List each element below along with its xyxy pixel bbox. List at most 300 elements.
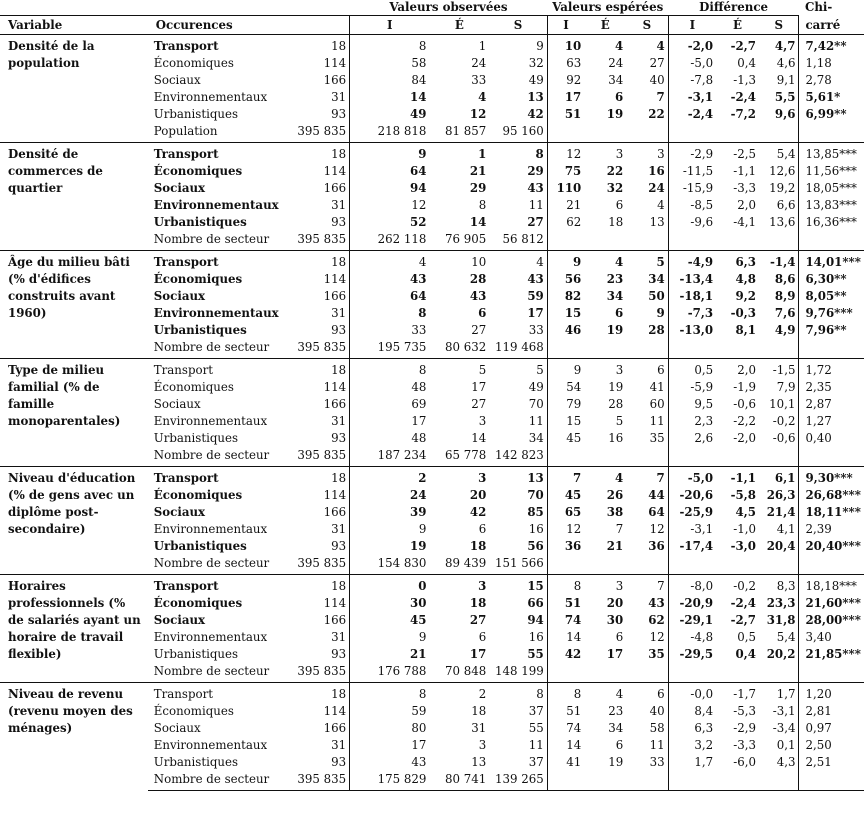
occurence-category: Sociaux [153, 505, 206, 519]
variable-label: Densité de la population [0, 35, 148, 143]
value-cell: 40 [649, 704, 665, 718]
value-cell: 63 [547, 55, 584, 72]
value-cell: 15 [489, 575, 547, 596]
value-cell: 12 [547, 143, 584, 164]
value-cell: -1,4 [759, 251, 799, 272]
value-cell: 41 [547, 754, 584, 771]
variable-label: Horaires professionnels (% de salariés ayant un horaire de travail flexible) [0, 575, 148, 683]
chi-square-value: 7,42** [799, 35, 864, 56]
value-cell: 26,3 [766, 488, 796, 502]
value-cell: 6 [478, 306, 487, 320]
value-cell: 3 [478, 414, 487, 428]
value-cell: 48 [350, 430, 430, 447]
value-cell: 9 [547, 359, 584, 380]
occurence-count: 93 [331, 107, 347, 121]
occurence-count: 31 [331, 90, 347, 104]
table-row [0, 683, 864, 704]
value-cell: 3,2 [668, 737, 716, 754]
value-cell: -2,0 [668, 35, 716, 56]
chi-square-value: 21,85*** [799, 646, 864, 663]
value-cell: -3,3 [733, 181, 756, 195]
difference-e-header: É [716, 16, 759, 35]
value-cell: 2 [429, 683, 489, 704]
value-cell: 5 [489, 359, 547, 380]
occurence-count: 18 [288, 35, 350, 56]
value-cell: 39 [350, 504, 430, 521]
value-cell: 33 [471, 73, 487, 87]
value-cell: 21,4 [766, 505, 796, 519]
value-cell: 8 [350, 305, 430, 322]
occurence-category: Transport [148, 683, 288, 704]
total-count: 395 835 [288, 339, 350, 359]
occurence-count: 114 [323, 380, 347, 394]
chi-square-value: 2,35 [799, 379, 864, 396]
value-cell: 64 [350, 163, 430, 180]
value-cell: 74 [547, 612, 584, 629]
value-cell: 19 [608, 755, 624, 769]
value-cell: -0,3 [730, 306, 756, 320]
value-cell: 14 [350, 89, 430, 106]
value-cell: 19 [608, 380, 624, 394]
variable-label: Âge du milieu bâti (% d'édifices construits avant 1960) [0, 251, 148, 359]
value-cell: 2,0 [716, 359, 759, 380]
total-count: 395 835 [288, 447, 350, 467]
table-row [0, 575, 864, 596]
value-cell: 41 [649, 380, 665, 394]
occurence-category: Sociaux [153, 289, 206, 303]
value-cell: 54 [547, 379, 584, 396]
value-cell: 8 [478, 198, 487, 212]
value-cell: -5,0 [668, 55, 716, 72]
occurence-category: Environnementaux [153, 522, 268, 536]
chi-header-line2: carré [799, 16, 864, 35]
value-cell: 9,6 [774, 107, 796, 121]
variable-label: Densité de commerces de quartier [0, 143, 148, 251]
value-cell: -1,5 [759, 359, 799, 380]
value-cell: 51 [547, 595, 584, 612]
value-cell: -7,3 [668, 305, 716, 322]
value-cell: 27 [469, 613, 487, 627]
occurence-count: 114 [323, 596, 347, 610]
value-cell: -3,4 [772, 721, 796, 735]
value-cell: 13 [527, 90, 544, 104]
occurence-category: Environnementaux [153, 90, 268, 104]
value-cell: 1,7 [759, 683, 799, 704]
occurence-count: 93 [331, 431, 347, 445]
value-cell: 49 [350, 106, 430, 123]
difference-i-header: I [668, 16, 716, 35]
occurence-count: 31 [331, 522, 347, 536]
chi-square-value: 2,39 [799, 521, 864, 538]
chi-square-value: 3,40 [799, 629, 864, 646]
occurence-category: Environnementaux [153, 630, 268, 644]
value-cell: 13 [649, 215, 665, 229]
chi-square-value: 1,18 [799, 55, 864, 72]
value-cell: -2,9 [733, 721, 756, 735]
total-value-cell: 176 788 [350, 663, 430, 683]
value-cell: -4,8 [668, 629, 716, 646]
value-cell: -25,9 [668, 504, 716, 521]
value-cell: 3 [584, 359, 626, 380]
occurence-category: Transport [148, 143, 288, 164]
value-cell: 4,6 [776, 56, 796, 70]
value-cell: 3 [584, 143, 626, 164]
occurence-category: Sociaux [153, 397, 201, 411]
value-cell: 45 [350, 612, 430, 629]
observed-e-header: É [429, 16, 489, 35]
value-cell: 6 [615, 198, 624, 212]
total-label: Nombre de secteur [148, 447, 288, 467]
occurence-count: 18 [288, 575, 350, 596]
occurence-count: 166 [323, 613, 347, 627]
total-label: Nombre de secteur [148, 771, 288, 791]
value-cell: 6 [626, 359, 668, 380]
variable-label: Type de milieu familial (% de famille monoparentales) [0, 359, 148, 467]
value-cell: 14 [547, 629, 584, 646]
occurence-category: Urbanistiques [153, 755, 239, 769]
total-value-cell: 76 905 [429, 231, 489, 251]
value-cell: 4 [478, 90, 487, 104]
value-cell: 59 [527, 289, 544, 303]
value-cell: 17 [469, 647, 487, 661]
table-row [0, 251, 864, 272]
value-cell: 9,2 [735, 289, 756, 303]
value-cell: -0,6 [733, 397, 756, 411]
occurence-count: 18 [288, 251, 350, 272]
group-observed-header: Valeurs observées [389, 0, 508, 14]
value-cell: 10,1 [769, 397, 796, 411]
value-cell: 69 [350, 396, 430, 413]
occurence-count: 31 [331, 306, 347, 320]
occurence-category: Économiques [153, 488, 243, 502]
occurence-category: Économiques [153, 56, 234, 70]
value-cell: 4 [657, 198, 665, 212]
value-cell: 4,9 [774, 323, 796, 337]
value-cell: 22 [648, 107, 665, 121]
observed-s-header: S [489, 16, 547, 35]
value-cell: 3 [478, 738, 487, 752]
value-cell: 43 [469, 289, 487, 303]
occurence-category: Urbanistiques [153, 107, 239, 121]
value-cell: 34 [606, 289, 624, 303]
value-cell: 11 [528, 738, 544, 752]
value-cell: 18 [469, 539, 487, 553]
occurence-category: Économiques [153, 380, 234, 394]
value-cell: 29 [527, 164, 544, 178]
value-cell: 14 [547, 737, 584, 754]
value-cell: 82 [547, 288, 584, 305]
occurence-count: 166 [323, 397, 347, 411]
value-cell: 9 [350, 629, 430, 646]
value-cell: 21 [469, 164, 487, 178]
chi-square-value: 7,96** [799, 322, 864, 339]
value-cell: 1,7 [668, 754, 716, 771]
value-cell: -9,6 [668, 214, 716, 231]
value-cell: 13 [471, 755, 487, 769]
chi-square-value: 5,61* [799, 89, 864, 106]
total-label: Nombre de secteur [148, 555, 288, 575]
total-value-cell: 262 118 [350, 231, 430, 251]
value-cell: 9 [547, 251, 584, 272]
value-cell: -20,6 [668, 487, 716, 504]
total-label: Population [148, 123, 288, 143]
value-cell: 85 [527, 505, 544, 519]
value-cell: 19,2 [769, 181, 796, 195]
value-cell: 2,6 [668, 430, 716, 447]
value-cell: 33 [350, 322, 430, 339]
value-cell: -0,2 [716, 575, 759, 596]
occurence-count: 18 [288, 467, 350, 488]
value-cell: 12 [649, 522, 665, 536]
chi-square-value: 21,60*** [799, 595, 864, 612]
value-cell: 74 [547, 720, 584, 737]
value-cell: 11 [528, 414, 544, 428]
value-cell: -13,0 [668, 322, 716, 339]
value-cell: 17 [350, 737, 430, 754]
value-cell: 11 [649, 414, 665, 428]
value-cell: 10 [429, 251, 489, 272]
value-cell: 4 [584, 35, 626, 56]
value-cell: -7,2 [730, 107, 756, 121]
value-cell: 58 [649, 721, 665, 735]
chi-square-value: 13,83*** [799, 197, 864, 214]
value-cell: 0,4 [737, 56, 756, 70]
value-cell: 4 [350, 251, 430, 272]
value-cell: 24 [648, 181, 665, 195]
value-cell: 49 [528, 380, 544, 394]
chi-square-value: 1,27 [799, 413, 864, 430]
value-cell: 40 [649, 73, 665, 87]
chi-square-value: 1,20 [799, 683, 864, 704]
variable-header: Variable [0, 16, 148, 35]
value-cell: 55 [527, 647, 544, 661]
value-cell: 34 [608, 721, 624, 735]
group-header-row [0, 0, 864, 16]
chi-square-value: 18,05*** [799, 180, 864, 197]
value-cell: 5,5 [774, 90, 796, 104]
value-cell: 38 [606, 505, 624, 519]
value-cell: 43 [648, 596, 665, 610]
value-cell: 8 [350, 359, 430, 380]
value-cell: 7 [656, 90, 665, 104]
value-cell: 8,9 [774, 289, 796, 303]
chi-square-value: 2,81 [799, 703, 864, 720]
total-value-cell: 65 778 [429, 447, 489, 467]
value-cell: 28 [469, 272, 487, 286]
occurence-count: 18 [288, 683, 350, 704]
occurence-category: Économiques [153, 272, 243, 286]
value-cell: 0,5 [737, 630, 756, 644]
occurence-category: Environnementaux [153, 414, 268, 428]
value-cell: 15 [547, 305, 584, 322]
value-cell: 18 [471, 704, 487, 718]
value-cell: 9 [656, 306, 665, 320]
occurence-count: 93 [331, 647, 347, 661]
value-cell: 9,5 [668, 396, 716, 413]
value-cell: 7 [547, 467, 584, 488]
chi-square-value: 18,11*** [799, 504, 864, 521]
value-cell: -3,3 [733, 738, 756, 752]
value-cell: -8,0 [668, 575, 716, 596]
value-cell: -3,0 [730, 539, 756, 553]
value-cell: -5,9 [668, 379, 716, 396]
chi-square-value: 6,99** [799, 106, 864, 123]
chi-square-value: 16,36*** [799, 214, 864, 231]
value-cell: 10 [547, 35, 584, 56]
value-cell: 33 [528, 323, 544, 337]
value-cell: 12 [469, 107, 487, 121]
chi-square-value: 13,85*** [799, 143, 864, 164]
occurence-category: Sociaux [153, 181, 206, 195]
value-cell: -20,9 [668, 595, 716, 612]
occurence-category: Transport [148, 575, 288, 596]
value-cell: 17 [350, 413, 430, 430]
value-cell: 44 [648, 488, 665, 502]
value-cell: -2,5 [716, 143, 759, 164]
occurence-count: 166 [323, 73, 347, 87]
value-cell: 27 [471, 397, 487, 411]
value-cell: 4 [584, 467, 626, 488]
value-cell: 0,4 [735, 647, 756, 661]
value-cell: 5 [615, 414, 624, 428]
value-cell: 8 [350, 35, 430, 56]
value-cell: 34 [528, 431, 544, 445]
value-cell: 34 [608, 73, 624, 87]
chi-square-value: 6,30** [799, 271, 864, 288]
value-cell: 11 [649, 738, 665, 752]
value-cell: 27 [649, 56, 665, 70]
value-cell: 51 [547, 106, 584, 123]
occurence-category: Urbanistiques [153, 215, 247, 229]
occurence-count: 114 [323, 164, 347, 178]
value-cell: 5 [626, 251, 668, 272]
value-cell: 0,1 [776, 738, 796, 752]
total-value-cell: 81 857 [429, 123, 489, 143]
value-cell: 3 [626, 143, 668, 164]
chi-square-value: 28,00*** [799, 612, 864, 629]
occurence-count: 18 [288, 359, 350, 380]
total-value-cell: 187 234 [350, 447, 430, 467]
occurence-category: Urbanistiques [153, 323, 247, 337]
value-cell: 6 [614, 90, 624, 104]
variable-label: Niveau de revenu (revenu moyen des ménages) [0, 683, 148, 791]
value-cell: 3 [429, 467, 489, 488]
value-cell: 20 [469, 488, 487, 502]
value-cell: 0 [350, 575, 430, 596]
value-cell: 42 [547, 646, 584, 663]
occurence-category: Économiques [153, 164, 243, 178]
total-count: 395 835 [288, 555, 350, 575]
occurence-count: 114 [323, 488, 347, 502]
value-cell: -4,9 [668, 251, 716, 272]
value-cell: 6,6 [776, 198, 796, 212]
total-value-cell: 154 830 [350, 555, 430, 575]
value-cell: -8,5 [668, 197, 716, 214]
chi-square-value: 18,18*** [799, 575, 864, 596]
value-cell: 6,1 [759, 467, 799, 488]
value-cell: 23 [608, 704, 624, 718]
total-value-cell: 89 439 [429, 555, 489, 575]
value-cell: 6 [615, 738, 624, 752]
value-cell: 32 [606, 181, 624, 195]
value-cell: -2,9 [668, 143, 716, 164]
value-cell: 52 [350, 214, 430, 231]
value-cell: 56 [547, 271, 584, 288]
value-cell: 7 [626, 575, 668, 596]
value-cell: 5 [429, 359, 489, 380]
value-cell: 110 [547, 180, 584, 197]
value-cell: 75 [547, 163, 584, 180]
value-cell: -2,7 [730, 613, 756, 627]
value-cell: -2,4 [668, 106, 716, 123]
value-cell: 32 [528, 56, 544, 70]
value-cell: 34 [648, 272, 665, 286]
value-cell: 9,1 [776, 73, 796, 87]
value-cell: 23 [606, 272, 624, 286]
value-cell: -5,0 [668, 467, 716, 488]
total-count: 395 835 [288, 123, 350, 143]
expected-i-header: I [547, 16, 584, 35]
value-cell: 94 [350, 180, 430, 197]
chi-square-value: 11,56*** [799, 163, 864, 180]
value-cell: 43 [527, 272, 544, 286]
total-value-cell: 80 741 [429, 771, 489, 791]
expected-e-header: É [584, 16, 626, 35]
value-cell: -17,4 [668, 538, 716, 555]
value-cell: 12 [649, 630, 665, 644]
chi-square-value: 2,51 [799, 754, 864, 771]
value-cell: -1,7 [716, 683, 759, 704]
value-cell: 0,5 [668, 359, 716, 380]
chi-square-value: 2,50 [799, 737, 864, 754]
value-cell: 31,8 [766, 613, 796, 627]
value-cell: 28 [648, 323, 665, 337]
value-cell: -0,0 [668, 683, 716, 704]
occurence-category: Urbanistiques [153, 647, 239, 661]
value-cell: -13,4 [668, 271, 716, 288]
value-cell: -2,2 [733, 414, 756, 428]
occurence-count: 93 [331, 539, 347, 553]
total-value-cell: 119 468 [489, 339, 547, 359]
value-cell: -18,1 [668, 288, 716, 305]
value-cell: -2,7 [716, 35, 759, 56]
value-cell: 4,7 [759, 35, 799, 56]
value-cell: 7 [626, 467, 668, 488]
value-cell: 50 [648, 289, 665, 303]
total-label: Nombre de secteur [148, 339, 288, 359]
value-cell: -2,4 [730, 90, 756, 104]
value-cell: 7,9 [776, 380, 796, 394]
occurence-category: Urbanistiques [153, 539, 247, 553]
value-cell: 13 [489, 467, 547, 488]
value-cell: 7,6 [774, 306, 796, 320]
value-cell: 84 [350, 72, 430, 89]
occurence-count: 114 [323, 704, 347, 718]
value-cell: 62 [547, 214, 584, 231]
value-cell: 2,0 [737, 198, 756, 212]
value-cell: 62 [648, 613, 665, 627]
chi-square-value: 20,40*** [799, 538, 864, 555]
total-value-cell: 218 818 [350, 123, 430, 143]
value-cell: 24 [471, 56, 487, 70]
total-count: 395 835 [288, 663, 350, 683]
value-cell: 36 [547, 538, 584, 555]
value-cell: 94 [527, 613, 544, 627]
value-cell: 20,4 [766, 539, 796, 553]
chi-square-value: 1,72 [799, 359, 864, 380]
value-cell: 8 [489, 683, 547, 704]
value-cell: 16 [528, 630, 544, 644]
